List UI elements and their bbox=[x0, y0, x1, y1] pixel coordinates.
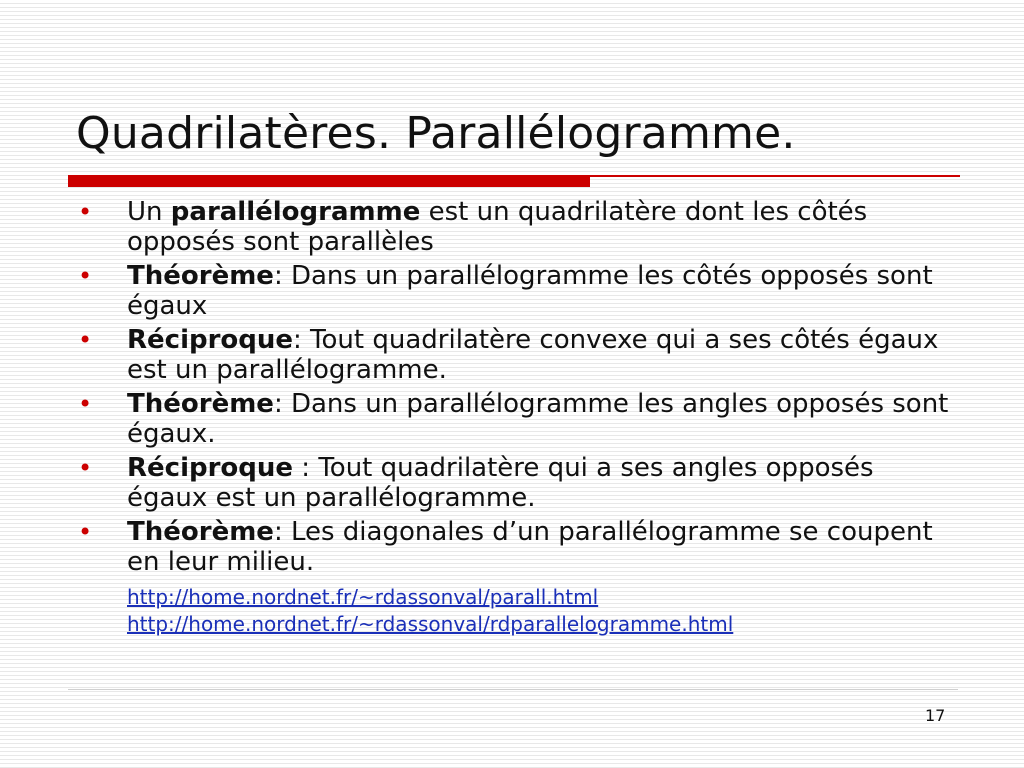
link-list bbox=[127, 584, 733, 638]
slide-number: 17 bbox=[925, 706, 946, 725]
link-parall[interactable]: http://home.nordnet.fr/~rdassonval/parall.html bbox=[127, 585, 599, 609]
bullet-pre: Un bbox=[127, 197, 171, 227]
bullet-bold: Théorème bbox=[127, 517, 274, 547]
bullet-bold: Théorème bbox=[127, 389, 274, 419]
bullet-text: : Tout quadrilatère qui a ses angles opposés égaux est un parallélogramme. bbox=[127, 453, 874, 513]
bullet-bold: parallélogramme bbox=[170, 197, 421, 227]
bullet-dot-icon: • bbox=[78, 326, 93, 354]
bullet-bold: Réciproque bbox=[127, 453, 294, 483]
bullet-item bbox=[78, 389, 958, 449]
bullet-item bbox=[78, 517, 958, 577]
bullet-dot-icon: • bbox=[78, 262, 93, 290]
bullet-text: : Dans un parallélogramme les côtés opposés sont égaux bbox=[127, 261, 933, 321]
bullet-item bbox=[78, 197, 958, 257]
footer-divider bbox=[68, 689, 958, 690]
bullet-list bbox=[78, 197, 958, 581]
bullet-dot-icon: • bbox=[78, 454, 93, 482]
slide-title: Quadrilatères. Parallélogramme. bbox=[76, 108, 796, 159]
title-underline-thick bbox=[68, 175, 590, 187]
bullet-text: : Dans un parallélogramme les angles opposés sont égaux. bbox=[127, 389, 949, 449]
bullet-item bbox=[78, 261, 958, 321]
bullet-dot-icon: • bbox=[78, 198, 93, 226]
link-rdparallelogramme[interactable]: http://home.nordnet.fr/~rdassonval/rdparallelogramme.html bbox=[127, 612, 734, 636]
title-underline-thin bbox=[590, 175, 960, 177]
bullet-bold: Théorème bbox=[127, 261, 274, 291]
bullet-text: est un quadrilatère dont les côtés opposés sont parallèles bbox=[127, 197, 868, 257]
bullet-dot-icon: • bbox=[78, 390, 93, 418]
bullet-item bbox=[78, 325, 958, 385]
bullet-text: : Les diagonales d’un parallélogramme se coupent en leur milieu. bbox=[127, 517, 933, 577]
bullet-text: : Tout quadrilatère convexe qui a ses côtés égaux est un parallélogramme. bbox=[127, 325, 939, 385]
bullet-item bbox=[78, 453, 958, 513]
bullet-bold: Réciproque bbox=[127, 325, 294, 355]
bullet-dot-icon: • bbox=[78, 518, 93, 546]
